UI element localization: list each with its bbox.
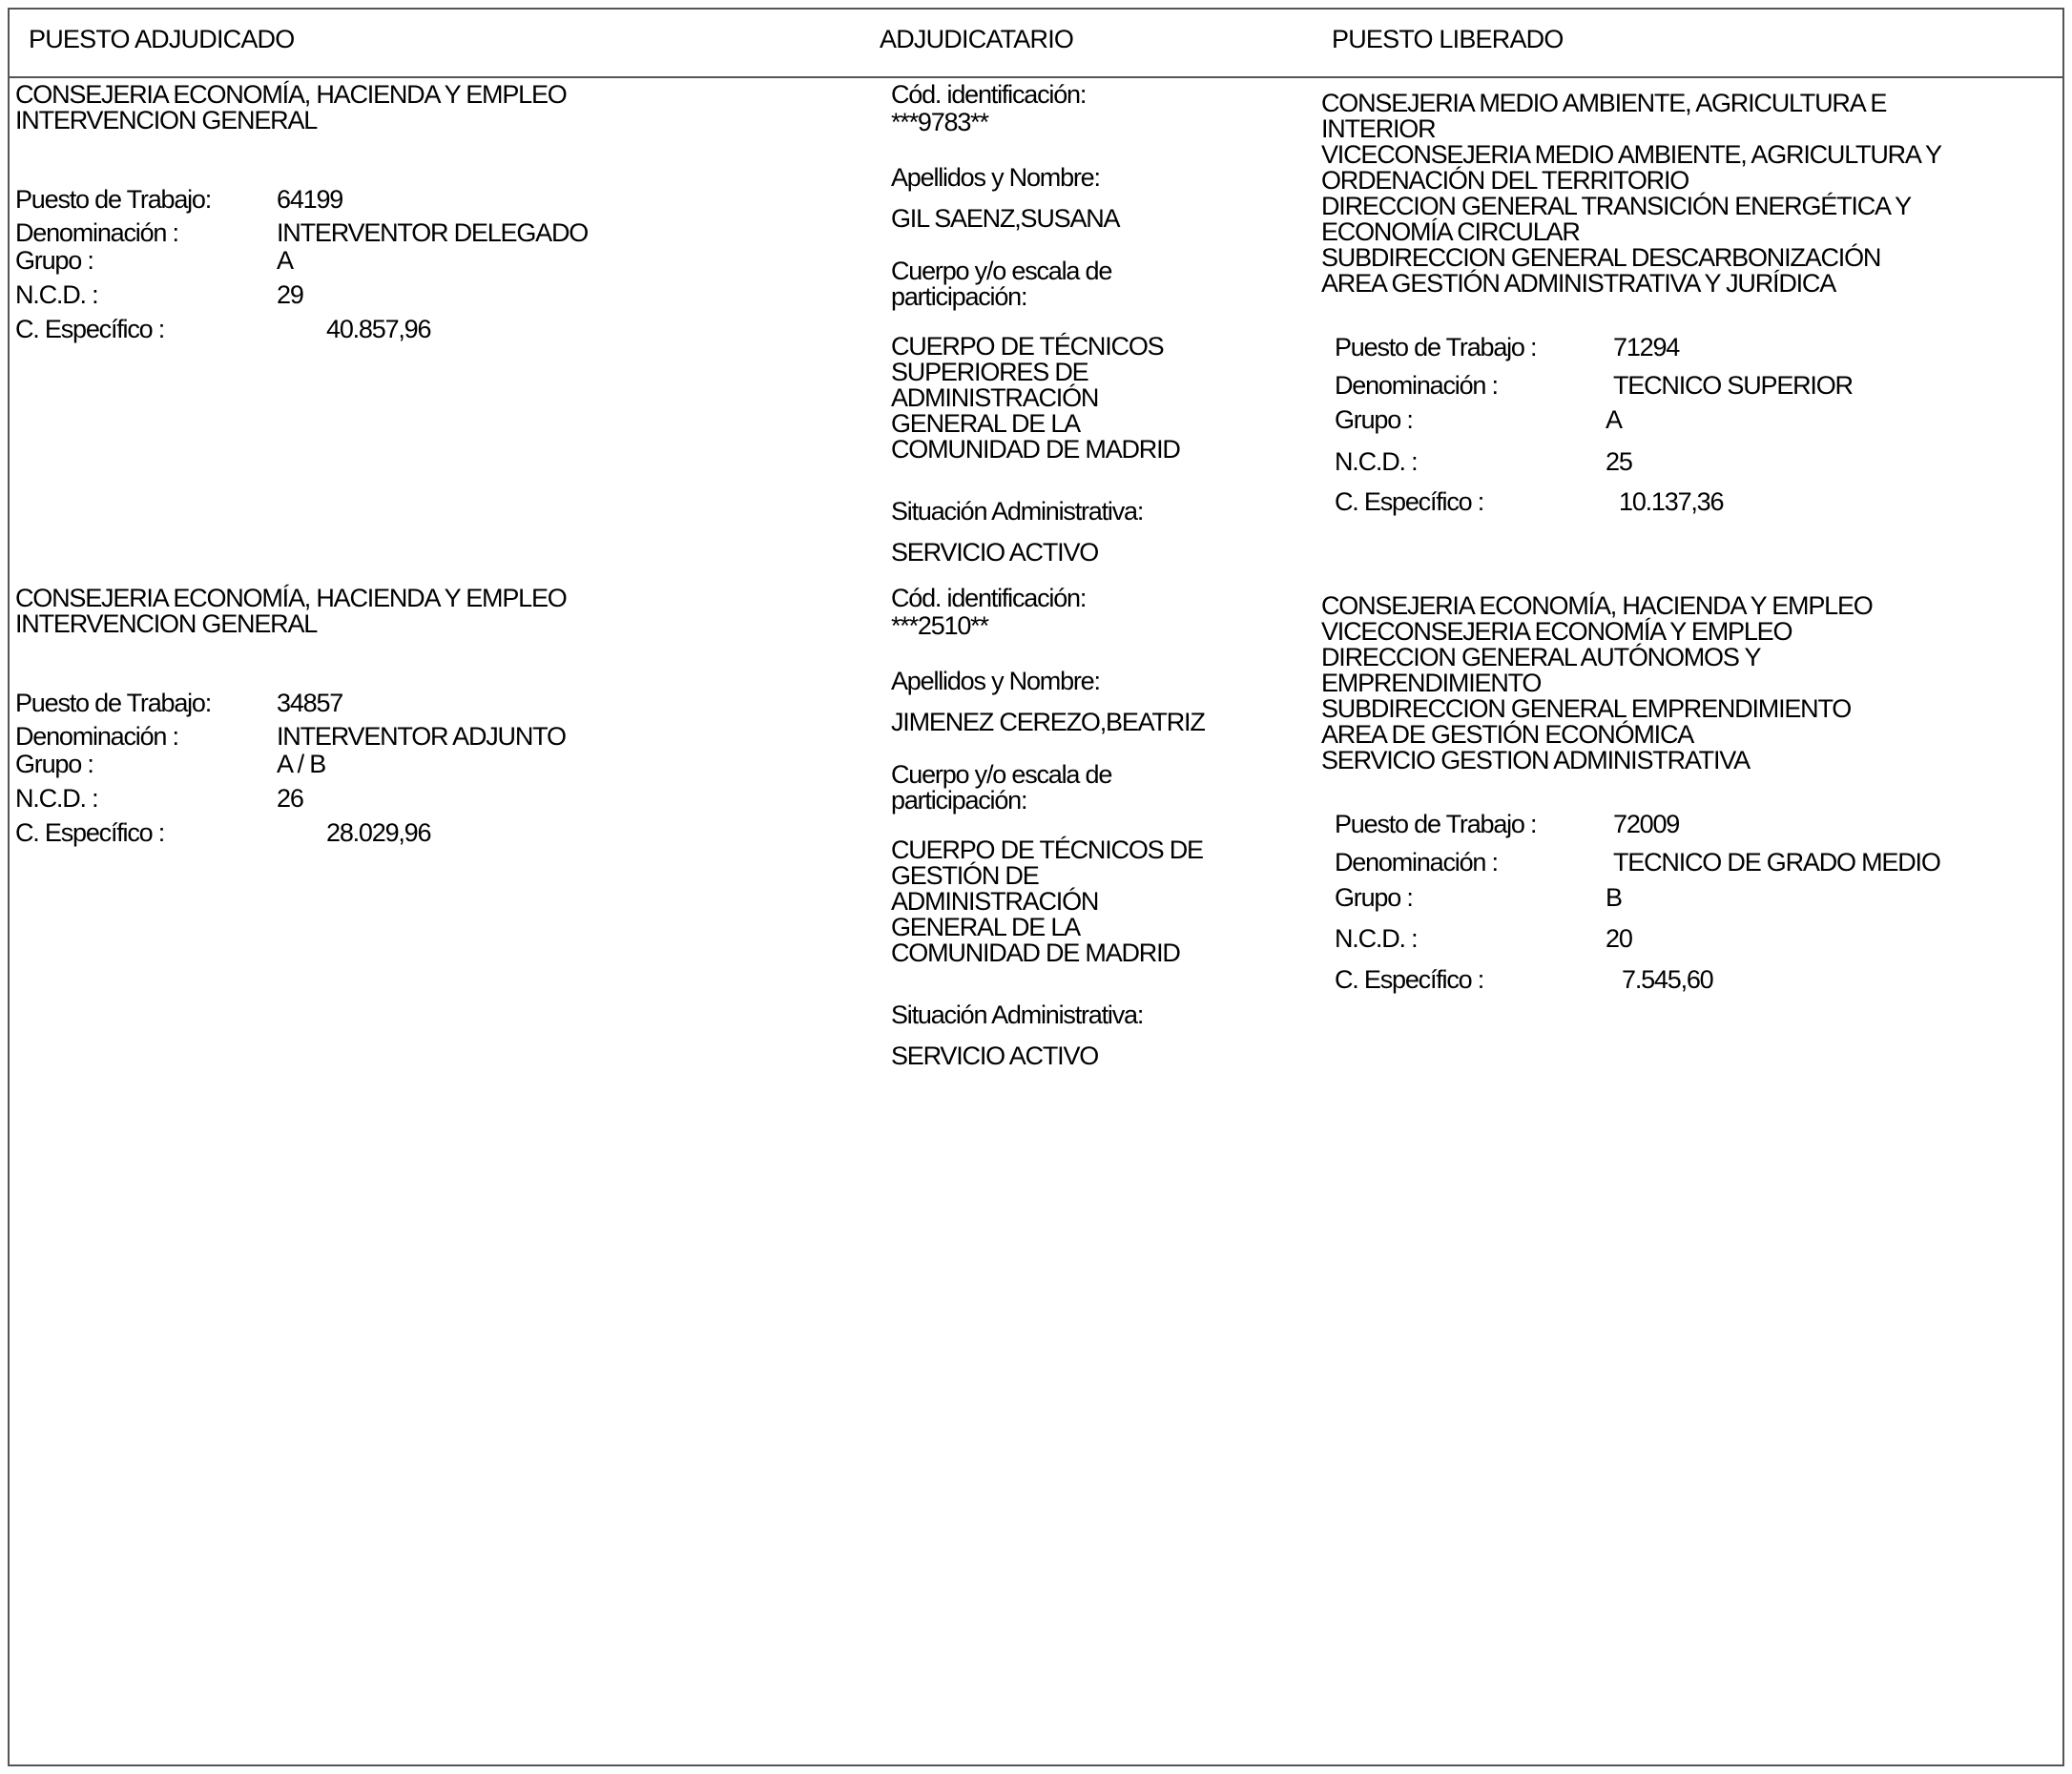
- adjudicatario-situacion-label: Situación Administrativa:: [891, 497, 1144, 526]
- header-puesto-liberado: PUESTO LIBERADO: [1332, 25, 1564, 53]
- liberado-denominacion-label: Denominación :: [1335, 371, 1498, 400]
- adjudicatario-situacion-label: Situación Administrativa:: [891, 1000, 1144, 1029]
- liberado-puesto-value: 72009: [1613, 810, 1680, 838]
- adjudicatario-cuerpo-value: CUERPO DE TÉCNICOS SUPERIORES DE ADMINISTRACIÓN GENERAL DE LA COMUNIDAD DE MADRID: [891, 332, 1180, 464]
- liberado-grupo-value: B: [1606, 883, 1622, 912]
- liberado-puesto-label: Puesto de Trabajo :: [1335, 810, 1537, 838]
- liberado-grupo-value: A: [1606, 405, 1622, 434]
- adjudicado-especifico-label: C. Específico :: [15, 818, 165, 847]
- adjudicatario-cod-value: ***2510**: [891, 611, 988, 640]
- liberado-grupo-label: Grupo :: [1335, 405, 1413, 434]
- adjudicado-especifico-label: C. Específico :: [15, 315, 165, 343]
- adjudicado-denominacion-label: Denominación :: [15, 218, 178, 247]
- adjudicado-ncd-value: 26: [277, 784, 303, 813]
- adjudicatario-cod-value: ***9783**: [891, 108, 988, 136]
- adjudicado-ncd-label: N.C.D. :: [15, 280, 98, 309]
- adjudicado-grupo-label: Grupo :: [15, 750, 93, 778]
- adjudicatario-cuerpo-label: Cuerpo y/o escala de participación:: [891, 257, 1112, 311]
- adjudicado-puesto-value: 34857: [277, 689, 343, 717]
- liberado-ncd-value: 25: [1606, 447, 1632, 476]
- adjudicatario-nombre-label: Apellidos y Nombre:: [891, 163, 1100, 192]
- liberado-ncd-label: N.C.D. :: [1335, 924, 1418, 953]
- adjudicatario-cod-label: Cód. identificación:: [891, 584, 1087, 612]
- liberado-denominacion-value: TECNICO DE GRADO MEDIO: [1613, 848, 1940, 877]
- adjudicado-grupo-value: A: [277, 246, 293, 275]
- adjudicado-denominacion-label: Denominación :: [15, 722, 178, 751]
- liberado-especifico-label: C. Específico :: [1335, 487, 1484, 516]
- table-header: [8, 8, 2064, 78]
- liberado-organization: CONSEJERIA MEDIO AMBIENTE, AGRICULTURA E INTERIOR VICECONSEJERIA MEDIO AMBIENTE, AGRICULTURA Y ORDENACIÓN DEL TERRITORIO DIRECCION GENERAL TRANSICIÓN ENERGÉTICA Y ECONOMÍA CIRCULAR SUBDIRECCION GENERAL DESCARBONIZACIÓN AREA GESTIÓN ADMINISTRATIVA Y JURÍDICA: [1321, 89, 1941, 298]
- adjudicado-ncd-value: 29: [277, 280, 303, 309]
- liberado-ncd-label: N.C.D. :: [1335, 447, 1418, 476]
- liberado-especifico-value: 10.137,36: [1619, 487, 1724, 516]
- adjudicatario-nombre-value: JIMENEZ CEREZO,BEATRIZ: [891, 708, 1205, 736]
- adjudicado-grupo-value: A / B: [277, 750, 326, 778]
- adjudicado-puesto-label: Puesto de Trabajo:: [15, 185, 212, 214]
- adjudicatario-nombre-label: Apellidos y Nombre:: [891, 667, 1100, 695]
- liberado-grupo-label: Grupo :: [1335, 883, 1413, 912]
- liberado-ncd-value: 20: [1606, 924, 1632, 953]
- adjudicatario-nombre-value: GIL SAENZ,SUSANA: [891, 204, 1120, 233]
- adjudicado-denominacion-value: INTERVENTOR ADJUNTO: [277, 722, 566, 751]
- adjudicado-especifico-value: 40.857,96: [326, 315, 431, 343]
- liberado-organization: CONSEJERIA ECONOMÍA, HACIENDA Y EMPLEO VICECONSEJERIA ECONOMÍA Y EMPLEO DIRECCION GENERAL AUTÓNOMOS Y EMPRENDIMIENTO SUBDIRECCION GENERAL EMPRENDIMIENTO AREA DE GESTIÓN ECONÓMICA SERVICIO GESTION ADMINISTRATIVA: [1321, 591, 1873, 774]
- adjudicado-ncd-label: N.C.D. :: [15, 784, 98, 813]
- liberado-especifico-label: C. Específico :: [1335, 965, 1484, 994]
- liberado-puesto-label: Puesto de Trabajo :: [1335, 333, 1537, 361]
- header-adjudicatario: ADJUDICATARIO: [880, 25, 1074, 53]
- adjudicatario-situacion-value: SERVICIO ACTIVO: [891, 538, 1099, 567]
- adjudicado-especifico-value: 28.029,96: [326, 818, 431, 847]
- adjudicado-denominacion-value: INTERVENTOR DELEGADO: [277, 218, 589, 247]
- adjudicatario-cod-label: Cód. identificación:: [891, 80, 1087, 109]
- adjudicado-puesto-value: 64199: [277, 185, 343, 214]
- liberado-denominacion-value: TECNICO SUPERIOR: [1613, 371, 1853, 400]
- adjudicatario-situacion-value: SERVICIO ACTIVO: [891, 1042, 1099, 1070]
- adjudicatario-cuerpo-value: CUERPO DE TÉCNICOS DE GESTIÓN DE ADMINISTRACIÓN GENERAL DE LA COMUNIDAD DE MADRID: [891, 835, 1203, 967]
- header-puesto-adjudicado: PUESTO ADJUDICADO: [29, 25, 295, 53]
- liberado-puesto-value: 71294: [1613, 333, 1680, 361]
- adjudicado-organization: CONSEJERIA ECONOMÍA, HACIENDA Y EMPLEO INTERVENCION GENERAL: [15, 80, 567, 134]
- adjudicado-organization: CONSEJERIA ECONOMÍA, HACIENDA Y EMPLEO INTERVENCION GENERAL: [15, 584, 567, 638]
- liberado-especifico-value: 7.545,60: [1622, 965, 1713, 994]
- adjudicatario-cuerpo-label: Cuerpo y/o escala de participación:: [891, 760, 1112, 815]
- adjudicado-grupo-label: Grupo :: [15, 246, 93, 275]
- liberado-denominacion-label: Denominación :: [1335, 848, 1498, 877]
- adjudicado-puesto-label: Puesto de Trabajo:: [15, 689, 212, 717]
